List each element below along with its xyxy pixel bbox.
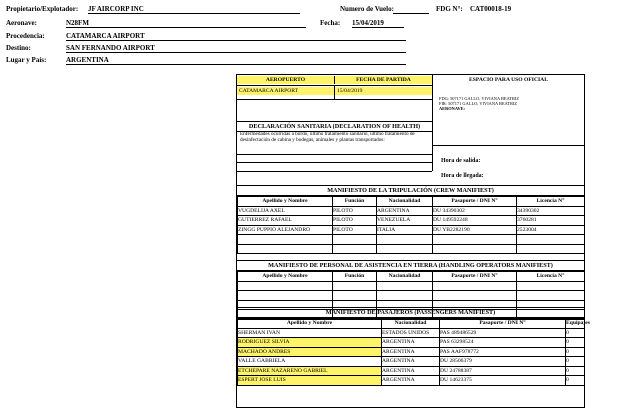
passenger-baggage: 0 <box>566 366 585 376</box>
passenger-baggage: 0 <box>566 347 585 357</box>
departure-date-value: 15/04/2019 <box>335 87 432 95</box>
crew-passport: DU YB2282190 <box>433 225 517 235</box>
passenger-header-baggage: Equipajes <box>566 320 590 327</box>
passenger-name: ESPERT JOSE LUIS <box>238 376 382 386</box>
crew-row <box>238 216 585 226</box>
crew-row <box>238 225 585 235</box>
crew-row-empty <box>238 244 585 254</box>
handling-header-license: Licencia N° <box>517 272 585 282</box>
passenger-passport: PAS 489486529 <box>440 328 566 338</box>
destination-value: SAN FERNANDO AIRPORT <box>66 44 406 53</box>
handling-header-name: Apellido y Nombre <box>238 272 333 282</box>
origin-value: CATAMARCA AIRPORT <box>66 32 406 41</box>
passenger-passport: PAS AAF978772 <box>440 347 566 357</box>
crew-header-passport: Pasaporte / DNI N° <box>433 197 517 207</box>
passenger-nationality: ARGENTINA <box>382 338 440 348</box>
passenger-nationality: ARGENTINA <box>382 347 440 357</box>
passenger-baggage: 0 <box>566 338 585 348</box>
crew-table <box>237 196 585 254</box>
crew-passport: DU 34390302 <box>433 206 517 216</box>
passenger-name: SHERMAN IVAN <box>238 328 382 338</box>
passenger-name: MACHADO ANDRES <box>238 347 382 357</box>
passenger-passport: DU 14623375 <box>440 376 566 386</box>
crew-function: PILOTO <box>333 225 377 235</box>
passenger-name: RODRIGUEZ SILVIA <box>238 338 382 348</box>
passenger-table <box>237 318 590 386</box>
departure-section <box>237 75 584 109</box>
date-value: 15/04/2019 <box>352 19 404 28</box>
passenger-header-name: Apellido y Nombre <box>238 319 382 329</box>
place-value: ARGENTINA <box>66 56 406 65</box>
flight-number-label: Numero de Vuelo: <box>340 5 394 13</box>
flight-number-value <box>393 5 429 14</box>
official-line-2: FIR: 507171 GALLO, VIVIANA BEATRIZ <box>439 101 518 106</box>
passenger-row <box>238 366 585 376</box>
handling-row-empty <box>238 291 585 301</box>
handling-header-function: Función <box>333 272 377 282</box>
passenger-passport: DU 24788387 <box>440 366 566 376</box>
crew-header-nationality: Nacionalidad <box>377 197 433 207</box>
passenger-nationality: ESTADOS UNIDOS <box>382 328 440 338</box>
departure-date-header: FECHA DE PARTIDA <box>335 76 433 84</box>
crew-header-license: Licencia N° <box>517 197 585 207</box>
crew-license: 2523004 <box>517 225 585 235</box>
crew-header-row <box>238 197 585 207</box>
crew-name: GUTIERREZ RAFAEL <box>238 216 333 226</box>
departure-time-label: Hora de salida: <box>441 158 481 164</box>
health-section <box>237 121 432 172</box>
passenger-section <box>237 307 590 386</box>
passenger-title: MANIFIESTO DE PASAJEROS (PASSENGERS MANIFIEST) <box>237 307 584 318</box>
passenger-nationality: ARGENTINA <box>382 357 440 367</box>
crew-license: 3760281 <box>517 216 585 226</box>
arrival-time-label: Hora de llegada: <box>441 173 484 179</box>
passenger-header-passport: Pasaporte / DNI N° <box>440 319 566 329</box>
passenger-baggage: 0 <box>566 357 585 367</box>
passenger-passport: PAS 63298524 <box>440 338 566 348</box>
aircraft-value: N28FM <box>66 19 306 28</box>
crew-title: MANIFIESTO DE LA TRIPULACIÓN (CREW MANIFIEST) <box>237 185 584 196</box>
crew-nationality: ARGENTINA <box>377 206 433 216</box>
crew-function: PILOTO <box>333 216 377 226</box>
passenger-header-row <box>238 319 585 329</box>
official-line-3: AERONAVE: <box>439 106 466 111</box>
passenger-nationality: ARGENTINA <box>382 376 440 386</box>
crew-name: ZINGG PUPPIO ALEJANDRO <box>238 225 333 235</box>
passenger-passport: DU 28506379 <box>440 357 566 367</box>
destination-label: Destino: <box>6 44 31 52</box>
passenger-row <box>238 328 585 338</box>
crew-passport: DU 149592248 <box>433 216 517 226</box>
airport-value: CATAMARCA AIRPORT <box>237 87 334 95</box>
crew-row-empty <box>238 235 585 245</box>
operator-label: Propietario/Explotador: <box>6 5 79 13</box>
crew-function: PILOTO <box>333 206 377 216</box>
health-text: Enfermedades ocurridas a bordo, último tratamiento sanitario, último tratamiento de desinfectación de cabina y bodegas, animales y plantas transportados: <box>240 131 415 143</box>
passenger-header-nationality: Nacionalidad <box>382 319 440 329</box>
health-title: DECLARACIÓN SANITARIA (DECLARATION OF HEALTH) <box>248 123 421 130</box>
crew-license: 34390302 <box>517 206 585 216</box>
crew-nationality: ITALIA <box>377 225 433 235</box>
crew-row <box>238 206 585 216</box>
passenger-row <box>238 357 585 367</box>
handling-title: MANIFIESTO DE PERSONAL DE ASISTENCIA EN TIERRA (HANDLING OPERATORS MANIFIEST) <box>237 260 584 271</box>
airport-header: AEROPUERTO <box>237 76 335 84</box>
passenger-nationality: ARGENTINA <box>382 366 440 376</box>
crew-header-name: Apellido y Nombre <box>238 197 333 207</box>
passenger-row <box>238 376 585 386</box>
handling-row-empty <box>238 281 585 291</box>
place-label: Lugar y País: <box>6 56 47 64</box>
operator-value: JF AIRCORP INC <box>88 5 300 14</box>
official-line-1: FDG: 507171 GALLO, VIVIANA BEATRIZ <box>439 96 520 101</box>
fdg-label: FDG N°: <box>436 5 463 13</box>
passenger-name: VALLE GABRIELA <box>238 357 382 367</box>
handling-header-nationality: Nacionalidad <box>377 272 433 282</box>
passenger-name: ETCHEPARE NAZARENO GABRIEL <box>238 366 382 376</box>
crew-nationality: VENEZUELA <box>377 216 433 226</box>
date-label: Fecha: <box>320 19 341 27</box>
passenger-row <box>238 347 585 357</box>
aircraft-label: Aeronave: <box>6 19 37 27</box>
crew-header-function: Función <box>333 197 377 207</box>
crew-section <box>237 185 584 254</box>
manifest-form <box>236 74 590 408</box>
handling-header-row <box>238 272 585 282</box>
handling-header-passport: Pasaporte / DNI N° <box>433 272 517 282</box>
passenger-baggage: 0 <box>566 376 585 386</box>
origin-label: Procedencia: <box>6 32 45 40</box>
crew-name: VUGDELIJA AXEL <box>238 206 333 216</box>
passenger-baggage: 0 <box>566 328 585 338</box>
passenger-row <box>238 338 585 348</box>
fdg-value: CAT00018-19 <box>470 5 512 13</box>
official-use-header: ESPACIO PARA USO OFICIAL <box>469 77 548 83</box>
